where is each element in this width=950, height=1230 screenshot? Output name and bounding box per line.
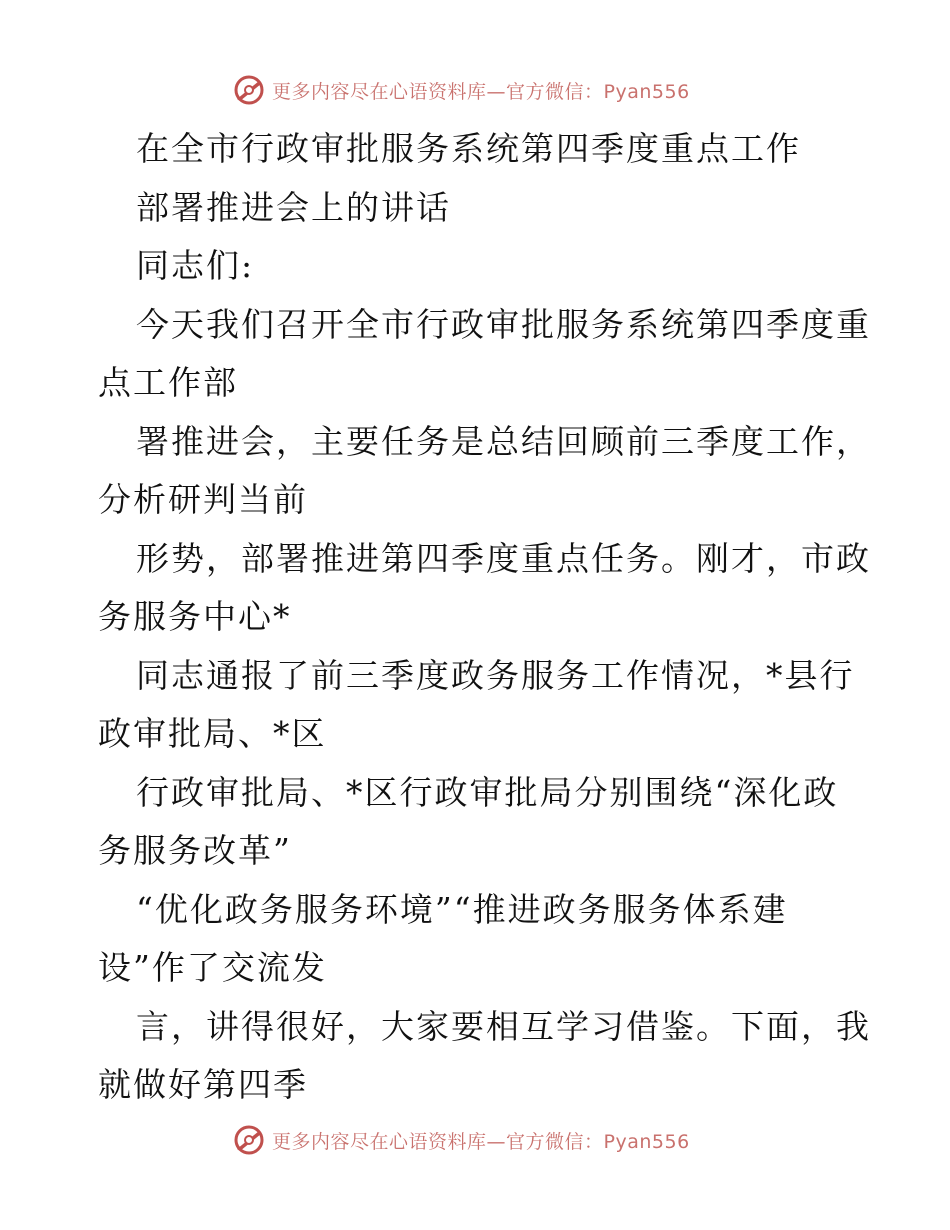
header-banner — [0, 70, 950, 110]
text-line: 同志们: — [136, 246, 255, 285]
text-line: 设”作了交流发 — [98, 948, 327, 987]
brand-logo-icon — [232, 73, 266, 107]
brand-logo-icon — [232, 1123, 266, 1157]
text-line: 就做好第四季 — [98, 1065, 308, 1104]
text-line: 务服务中心* — [98, 597, 292, 636]
text-line: 分析研判当前 — [98, 480, 308, 519]
text-line: 在全市行政审批服务系统第四季度重点工作 — [136, 129, 801, 168]
text-line: 务服务改革” — [98, 831, 292, 870]
text-line: 行政审批局、*区行政审批局分别围绕“深化政 — [136, 772, 839, 812]
document-body — [98, 120, 871, 1115]
banner-text: 更多内容尽在心语资料库—官方微信：Pyan556 — [272, 80, 690, 103]
text-line: 今天我们召开全市行政审批服务系统第四季度重 — [136, 304, 871, 344]
text-line: 言，讲得很好，大家要相互学习借鉴。下面，我 — [136, 1006, 871, 1046]
text-line: 署推进会，主要任务是总结回顾前三季度工作， — [136, 421, 871, 461]
text-line: 点工作部 — [98, 363, 238, 402]
banner-text: 更多内容尽在心语资料库—官方微信：Pyan556 — [272, 1130, 690, 1153]
text-line: “优化政务服务环境”“推进政务服务体系建 — [136, 889, 788, 929]
text-line: 同志通报了前三季度政务服务工作情况，*县行 — [136, 655, 855, 695]
text-line: 形势，部署推进第四季度重点任务。刚才，市政 — [136, 538, 871, 578]
footer-banner — [0, 1120, 950, 1160]
text-line: 部署推进会上的讲话 — [136, 187, 451, 227]
text-line: 政审批局、*区 — [98, 714, 327, 753]
